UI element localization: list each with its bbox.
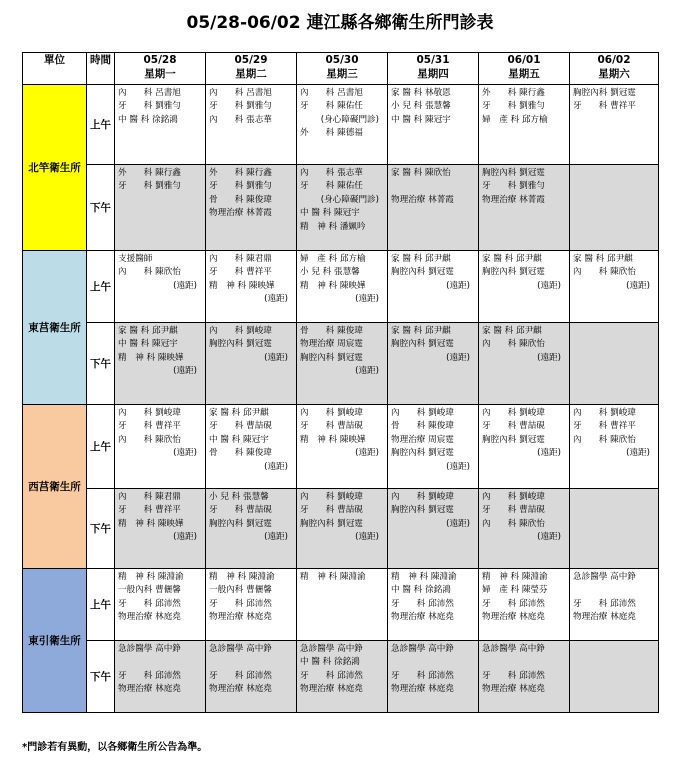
station-row-am: [23, 569, 659, 641]
doctor-entry: 骨 科 陳俊瑋: [300, 326, 363, 336]
doctor-entry: 牙 科 曹喆硯: [300, 505, 363, 516]
doctor-entry: 內 科 陳欣怡: [573, 434, 636, 445]
doctor-entry: 胸腔內科 劉冠霆: [391, 448, 454, 459]
doctor-entry: 中 醫 科 陳冠宇: [300, 208, 360, 219]
station-row-am: [23, 85, 659, 165]
doctor-entry: 牙 科 邱沛然: [209, 598, 272, 609]
day-date: 05/31: [416, 54, 450, 66]
footer-note: *門診若有異動，以各鄉衛生所公告為準。: [22, 742, 208, 753]
doctor-entry: 胸腔內科 劉冠霆: [482, 267, 545, 278]
doctor-entry: 精 神 科 陳映嬅: [118, 352, 184, 363]
doctor-entry: 家 醫 科 邱尹麒: [573, 254, 633, 264]
schedule-cell: [115, 323, 206, 405]
doctor-entry: 牙 科 曹喆硯: [482, 505, 545, 516]
day-date: 06/02: [597, 54, 631, 66]
schedule-cell: [297, 85, 388, 165]
doctor-entry: 物理治療 林庭堯: [118, 684, 181, 695]
doctor-entry: 內 科 劉峻瑋: [573, 408, 636, 418]
day-date: 05/29: [234, 54, 268, 66]
schedule-cell: [570, 251, 659, 323]
doctor-entry: 牙 科 曹祥平: [573, 101, 636, 112]
doctor-entry: 物理治療 林庭堯: [573, 612, 636, 623]
doctor-entry: 小 兒 科 張慧馨: [300, 267, 360, 278]
doctor-entry: 一般內科 曹儷馨: [209, 585, 272, 596]
schedule-cell: [479, 489, 570, 569]
doctor-entry: 內 科 陳欣怡: [573, 267, 636, 278]
schedule-cell: [297, 569, 388, 641]
doctor-entry: 物理治療 林庭堯: [482, 684, 545, 695]
schedule-cell: [388, 165, 479, 251]
doctor-entry: 胸腔內科 劉冠霆: [209, 339, 272, 350]
day-weekday: 星期四: [417, 68, 449, 80]
doctor-entry: 內 科 陳欣怡: [118, 267, 181, 278]
doctor-entry: 小 兒 科 張慧馨: [209, 492, 269, 502]
station-name: 西莒衛生所: [23, 405, 87, 569]
doctor-entry: 一般內科 曹儷馨: [118, 585, 181, 596]
doctor-entry: 急診醫學 高中錚: [573, 572, 636, 582]
remote-note: (遠距): [626, 448, 650, 459]
schedule-cell: [570, 641, 659, 713]
doctor-entry: 中 醫 科 陳冠宇: [209, 434, 269, 445]
day-weekday: 星期五: [508, 68, 540, 80]
day-weekday: 星期二: [235, 68, 267, 80]
station-row-pm: [23, 641, 659, 713]
doctor-entry: 牙 科 曹祥平: [209, 267, 272, 278]
doctor-entry: 內 科 劉峻瑋: [300, 408, 363, 418]
doctor-entry: 胸腔內科 劉冠霆: [391, 339, 454, 350]
doctor-entry: 物理治療 林庭堯: [118, 612, 181, 623]
doctor-entry: [573, 584, 656, 597]
remote-note: (遠距): [537, 448, 561, 459]
unit-header: 單位: [23, 53, 87, 85]
remote-note: (遠距): [446, 280, 470, 291]
doctor-entry: 物理治療 林庭堯: [209, 612, 272, 623]
station-row-pm: [23, 323, 659, 405]
schedule-cell: [206, 489, 297, 569]
remote-note: (遠距): [355, 294, 379, 305]
doctor-entry: 急診醫學 高中錚: [118, 644, 181, 654]
remote-note: (遠距): [173, 532, 197, 543]
schedule-cell: [388, 569, 479, 641]
station-name: 東莒衛生所: [23, 251, 87, 405]
doctor-entry: 牙 科 劉雅勻: [118, 181, 181, 192]
station-name: 北竿衛生所: [23, 85, 87, 251]
doctor-entry: 精 神 科 陳淵渝: [300, 572, 366, 582]
doctor-entry: 物理治療 周宸霆: [300, 339, 363, 350]
day-date: 05/30: [325, 54, 359, 66]
schedule-cell: [115, 165, 206, 251]
schedule-cell: [479, 405, 570, 489]
doctor-entry: 中 醫 科 徐銘鴻: [391, 585, 451, 596]
doctor-entry: 中 醫 科 陳冠宇: [391, 114, 451, 125]
schedule-cell: [570, 85, 659, 165]
schedule-cell: [115, 489, 206, 569]
doctor-entry: 家 醫 科 邱尹麒: [482, 326, 542, 336]
day-weekday: 星期一: [144, 68, 176, 80]
doctor-entry: 支援醫師: [118, 254, 153, 264]
doctor-entry: 牙 科 邱沛然: [209, 670, 272, 681]
remote-note: (遠距): [446, 518, 470, 529]
schedule-cell: [297, 323, 388, 405]
doctor-entry: 胸腔內科 劉冠霆: [482, 168, 545, 178]
schedule-cell: [570, 165, 659, 251]
doctor-entry: 牙 科 劉雅勻: [482, 101, 545, 112]
schedule-cell: [297, 489, 388, 569]
doctor-entry: 牙 科 邱沛然: [573, 598, 636, 609]
doctor-entry: 急診醫學 高中錚: [482, 644, 545, 654]
doctor-entry: [391, 180, 476, 193]
period-label: 下午: [87, 165, 115, 251]
schedule-cell: [297, 165, 388, 251]
doctor-entry: 胸腔內科 劉冠霆: [300, 352, 363, 363]
day-header: [570, 53, 659, 85]
doctor-entry: [118, 656, 203, 669]
doctor-entry: 婦 產 科 陳瑩芬: [482, 585, 548, 596]
doctor-entry: 牙 科 劉雅勻: [209, 181, 272, 192]
period-label: 上午: [87, 569, 115, 641]
doctor-entry: 家 醫 科 邱尹麒: [482, 254, 542, 264]
schedule-cell: [297, 251, 388, 323]
doctor-entry: 物理治療 周宸霆: [391, 434, 454, 445]
remote-note: (遠距): [173, 448, 197, 459]
day-weekday: 星期六: [598, 68, 630, 80]
remote-note: (身心障礙門診): [320, 114, 379, 125]
header-row: [23, 53, 659, 85]
doctor-entry: 內 科 陳欣怡: [482, 518, 545, 529]
schedule-cell: [479, 251, 570, 323]
remote-note: (遠距): [264, 461, 288, 472]
doctor-entry: 胸腔內科 劉冠霆: [573, 88, 636, 98]
doctor-entry: 牙 科 邱沛然: [482, 670, 545, 681]
doctor-entry: 精 神 科 陳淵渝: [209, 572, 275, 582]
remote-note: (遠距): [446, 352, 470, 363]
doctor-entry: 急診醫學 高中錚: [209, 644, 272, 654]
doctor-entry: 內 科 劉峻瑋: [118, 408, 181, 418]
station-row-pm: [23, 165, 659, 251]
period-label: 下午: [87, 323, 115, 405]
remote-note: (遠距): [446, 461, 470, 472]
doctor-entry: 內 科 陳欣怡: [482, 339, 545, 350]
doctor-entry: 精 神 科 陳淵渝: [482, 572, 548, 582]
doctor-entry: 家 醫 科 邱尹麒: [391, 254, 451, 264]
doctor-entry: 牙 科 邱沛然: [300, 670, 363, 681]
schedule-cell: [388, 323, 479, 405]
schedule-cell: [297, 641, 388, 713]
doctor-entry: 急診醫學 高中錚: [391, 644, 454, 654]
doctor-entry: 精 神 科 陳映嬅: [300, 280, 366, 291]
remote-note: (遠距): [537, 532, 561, 543]
doctor-entry: 牙 科 曹喆硯: [209, 505, 272, 516]
doctor-entry: 家 醫 科 邱尹麒: [391, 326, 451, 336]
doctor-entry: 家 醫 科 邱尹麒: [118, 326, 178, 336]
day-header: [297, 53, 388, 85]
period-label: 上午: [87, 251, 115, 323]
doctor-entry: 精 神 科 陳映嬅: [300, 434, 366, 445]
doctor-entry: 胸腔內科 劉冠霆: [209, 518, 272, 529]
doctor-entry: 骨 科 陳俊瑋: [209, 194, 272, 205]
doctor-entry: [391, 656, 476, 669]
doctor-entry: 牙 科 邱沛然: [118, 598, 181, 609]
doctor-entry: 物理治療 林菁霞: [482, 194, 545, 205]
doctor-entry: 精 神 科 陳映嬅: [118, 518, 184, 529]
schedule-cell: [479, 165, 570, 251]
schedule-cell: [115, 405, 206, 489]
doctor-entry: 牙 科 邱沛然: [391, 598, 454, 609]
doctor-entry: 精 神 科 潘姵吟: [300, 221, 366, 232]
schedule-cell: [479, 569, 570, 641]
schedule-body: [23, 85, 659, 713]
doctor-entry: [482, 656, 567, 669]
doctor-entry: 小 兒 科 張慧馨: [391, 101, 451, 112]
doctor-entry: 物理治療 林菁霞: [391, 194, 454, 205]
schedule-cell: [570, 323, 659, 405]
station-row-pm: [23, 489, 659, 569]
doctor-entry: 胸腔內科 劉冠霆: [391, 505, 454, 516]
remote-note: (遠距): [537, 352, 561, 363]
doctor-entry: 內 科 呂書旭: [300, 88, 363, 98]
day-header: [206, 53, 297, 85]
doctor-entry: 牙 科 陳佑任: [300, 181, 363, 192]
schedule-cell: [479, 85, 570, 165]
schedule-cell: [388, 641, 479, 713]
doctor-entry: 婦 產 科 邱方榆: [482, 114, 548, 125]
schedule-cell: [115, 569, 206, 641]
doctor-entry: 外 科 陳德福: [300, 128, 363, 139]
doctor-entry: 中 醫 科 徐銘鴻: [300, 657, 360, 668]
schedule-cell: [115, 251, 206, 323]
doctor-entry: 內 科 劉峻瑋: [391, 492, 454, 502]
doctor-entry: 骨 科 陳俊瑋: [391, 421, 454, 432]
doctor-entry: 牙 科 邱沛然: [391, 670, 454, 681]
station-row-am: [23, 405, 659, 489]
schedule-cell: [206, 405, 297, 489]
schedule-cell: [388, 85, 479, 165]
remote-note: (身心障礙門診): [320, 194, 379, 205]
schedule-cell: [206, 569, 297, 641]
doctor-entry: 牙 科 劉雅勻: [118, 101, 181, 112]
doctor-entry: 牙 科 曹喆硯: [300, 421, 363, 432]
schedule-cell: [297, 405, 388, 489]
period-label: 下午: [87, 489, 115, 569]
time-header: 時間: [87, 53, 115, 85]
schedule-cell: [206, 641, 297, 713]
remote-note: (遠距): [626, 280, 650, 291]
schedule-cell: [206, 165, 297, 251]
schedule-cell: [115, 641, 206, 713]
doctor-entry: 牙 科 陳佑任: [300, 101, 363, 112]
doctor-entry: 牙 科 劉雅勻: [209, 101, 272, 112]
remote-note: (遠距): [264, 352, 288, 363]
schedule-cell: [570, 569, 659, 641]
day-header: [115, 53, 206, 85]
doctor-entry: 物理治療 林庭堯: [209, 684, 272, 695]
day-date: 05/28: [143, 54, 177, 66]
doctor-entry: 內 科 劉峻瑋: [482, 492, 545, 502]
doctor-entry: 內 科 張志華: [300, 168, 363, 178]
doctor-entry: 內 科 呂書旭: [118, 88, 181, 98]
schedule-cell: [115, 85, 206, 165]
remote-note: (遠距): [264, 532, 288, 543]
doctor-entry: 牙 科 邱沛然: [118, 670, 181, 681]
period-label: 上午: [87, 405, 115, 489]
doctor-entry: 外 科 陳行鑫: [118, 168, 181, 178]
doctor-entry: 婦 產 科 邱方榆: [300, 254, 366, 264]
station-name: 東引衛生所: [23, 569, 87, 713]
period-label: 下午: [87, 641, 115, 713]
schedule-cell: [479, 641, 570, 713]
period-label: 上午: [87, 85, 115, 165]
doctor-entry: 中 醫 科 陳冠宇: [118, 339, 178, 350]
doctor-entry: 中 醫 科 徐銘鴻: [118, 114, 178, 125]
doctor-entry: 精 神 科 陳淵渝: [391, 572, 457, 582]
doctor-entry: 牙 科 曹祥平: [118, 421, 181, 432]
doctor-entry: 胸腔內科 劉冠霆: [482, 434, 545, 445]
doctor-entry: 物理治療 林庭堯: [300, 684, 363, 695]
station-row-am: [23, 251, 659, 323]
doctor-entry: [209, 656, 294, 669]
doctor-entry: 內 科 張志華: [209, 114, 272, 125]
remote-note: (遠距): [173, 366, 197, 377]
doctor-entry: 牙 科 曹祥平: [118, 505, 181, 516]
doctor-entry: 精 神 科 陳映嬅: [209, 280, 275, 291]
day-weekday: 星期三: [326, 68, 358, 80]
doctor-entry: 家 醫 科 邱尹麒: [209, 408, 269, 418]
day-header: [479, 53, 570, 85]
clinic-schedule-table: [22, 52, 659, 713]
remote-note: (遠距): [355, 366, 379, 377]
doctor-entry: 牙 科 劉雅勻: [482, 181, 545, 192]
day-header: [388, 53, 479, 85]
schedule-cell: [388, 405, 479, 489]
page-title: 05/28-06/02 連江縣各鄉衛生所門診表: [186, 13, 494, 33]
doctor-entry: 牙 科 邱沛然: [482, 598, 545, 609]
remote-note: (遠距): [355, 448, 379, 459]
schedule-cell: [479, 323, 570, 405]
schedule-cell: [206, 85, 297, 165]
doctor-entry: 內 科 呂書旭: [209, 88, 272, 98]
day-date: 06/01: [507, 54, 541, 66]
doctor-entry: 骨 科 陳俊瑋: [209, 448, 272, 459]
doctor-entry: 物理治療 林庭堯: [391, 612, 454, 623]
schedule-cell: [570, 405, 659, 489]
doctor-entry: 牙 科 曹喆硯: [209, 421, 272, 432]
remote-note: (遠距): [173, 280, 197, 291]
doctor-entry: 物理治療 林庭堯: [391, 684, 454, 695]
doctor-entry: 精 神 科 陳淵渝: [118, 572, 184, 582]
schedule-cell: [206, 323, 297, 405]
doctor-entry: 內 科 陳欣怡: [118, 434, 181, 445]
doctor-entry: 胸腔內科 劉冠霆: [300, 518, 363, 529]
doctor-entry: 胸腔內科 劉冠霆: [391, 267, 454, 278]
schedule-cell: [570, 489, 659, 569]
doctor-entry: 內 科 陳君鼎: [118, 492, 181, 502]
schedule-cell: [206, 251, 297, 323]
doctor-entry: 內 科 陳君鼎: [209, 254, 272, 264]
doctor-entry: 家 醫 科 陳欣怡: [391, 168, 451, 178]
doctor-entry: 物理治療 林庭堯: [482, 612, 545, 623]
doctor-entry: 內 科 劉峻瑋: [300, 492, 363, 502]
doctor-entry: 物理治療 林菁霞: [209, 208, 272, 219]
remote-note: (遠距): [264, 294, 288, 305]
doctor-entry: 家 醫 科 林敬恩: [391, 88, 451, 98]
doctor-entry: 牙 科 曹喆硯: [482, 421, 545, 432]
remote-note: (遠距): [355, 532, 379, 543]
doctor-entry: 外 科 陳行鑫: [482, 88, 545, 98]
doctor-entry: 內 科 劉峻瑋: [482, 408, 545, 418]
doctor-entry: 內 科 劉峻瑋: [391, 408, 454, 418]
schedule-cell: [388, 489, 479, 569]
doctor-entry: 急診醫學 高中錚: [300, 644, 363, 654]
doctor-entry: 外 科 陳行鑫: [209, 168, 272, 178]
remote-note: (遠距): [537, 280, 561, 291]
doctor-entry: 內 科 劉峻瑋: [209, 326, 272, 336]
doctor-entry: 牙 科 曹祥平: [573, 421, 636, 432]
schedule-cell: [388, 251, 479, 323]
